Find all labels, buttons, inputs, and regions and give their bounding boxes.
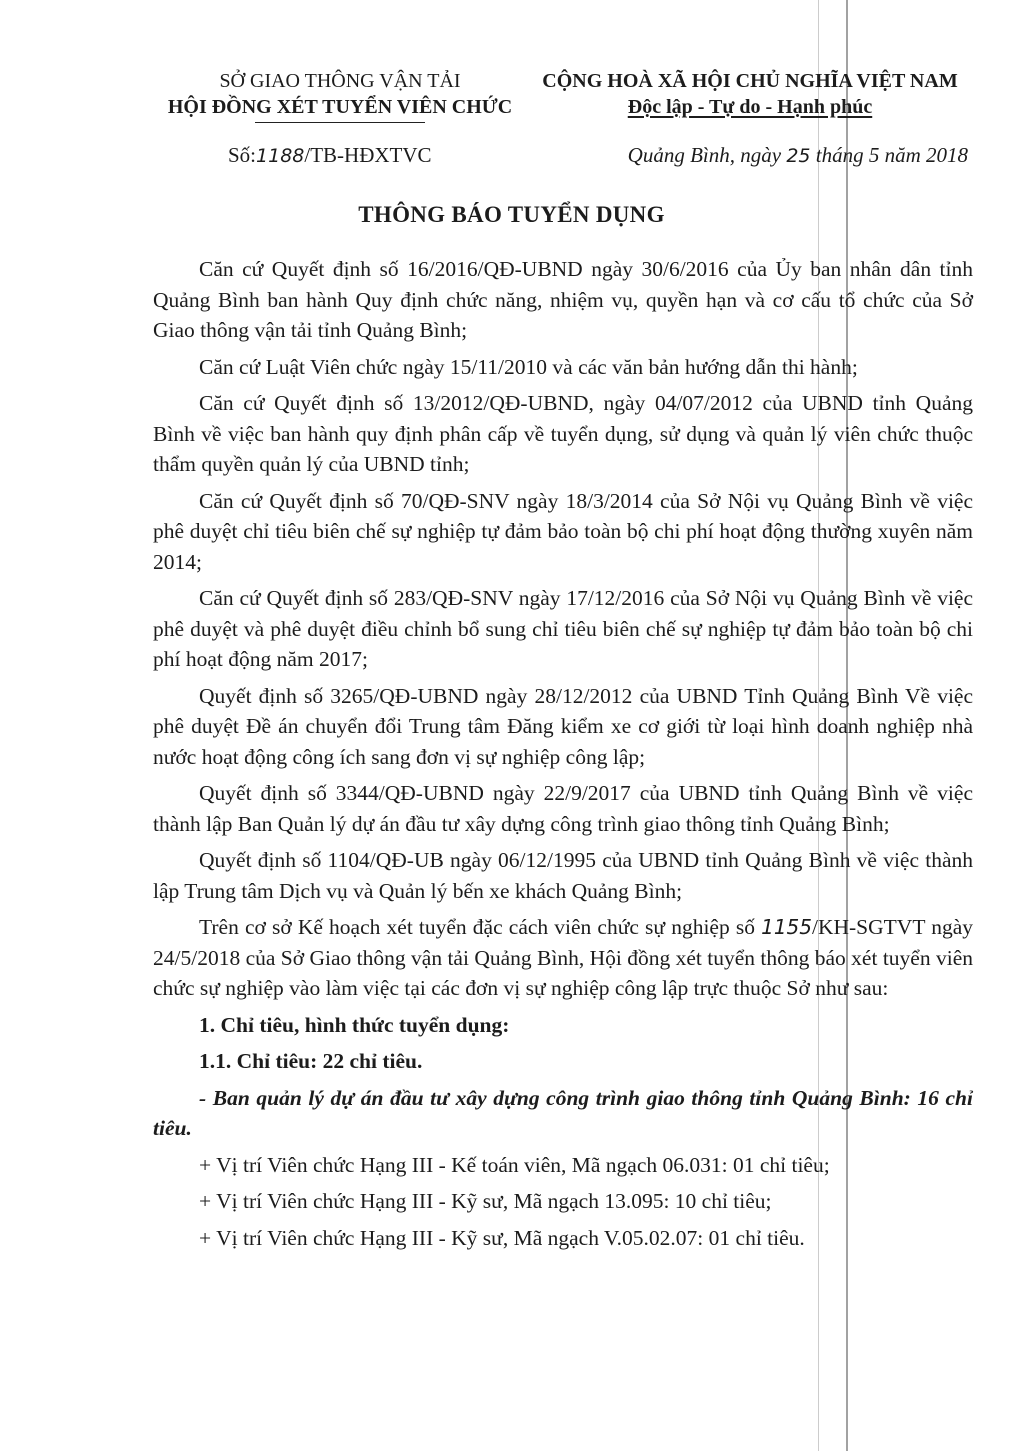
national-motto: Độc lập - Tự do - Hạnh phúc — [627, 96, 873, 118]
national-header — [520, 68, 980, 120]
place-date: Quảng Bình, ngày 25 tháng 5 năm 2018 — [627, 143, 968, 167]
national-name: CỘNG HOÀ XÃ HỘI CHỦ NGHĨA VIỆT NAM — [542, 70, 958, 92]
subsection-heading: 1.1. Chỉ tiêu: 22 chỉ tiêu. — [199, 1049, 423, 1073]
paragraph: Căn cứ Luật Viên chức ngày 15/11/2010 và các văn bản hướng dẫn thi hành; — [199, 354, 858, 379]
paragraph: Trên cơ sở Kế hoạch xét tuyển đặc cách viên chức sự nghiệp số 1155/KH-SGTVT ngày 24/5/2018 của Sở Giao thông vận tải Quảng Bình, Hội đồng xét tuyển thông báo xét tuyển viên chức sự nghiệp vào làm việc tại các đơn vị sự nghiệp công lập trực thuộc Sở như sau: — [153, 915, 973, 1000]
header-underline — [255, 122, 425, 123]
paragraph: Căn cứ Quyết định số 16/2016/QĐ-UBND ngày 30/6/2016 của Ủy ban nhân dân tỉnh Quảng Bình ban hành Quy định chức năng, nhiệm vụ, quyền hạn và cơ cấu tổ chức của Sở Giao thông vận tải tỉnh Quảng Bình; — [153, 257, 973, 342]
paragraph: Căn cứ Quyết định số 283/QĐ-SNV ngày 17/12/2016 của Sở Nội vụ Quảng Bình về việc phê duyệt và phê duyệt điều chỉnh bổ sung chỉ tiêu biên chế sự nghiệp tự đảm bảo toàn bộ chi phí hoạt động năm 2017; — [153, 586, 973, 671]
paragraph: Quyết định số 3265/QĐ-UBND ngày 28/12/2012 của UBND Tỉnh Quảng Bình Về việc phê duyệt Đề án chuyển đổi Trung tâm Đăng kiểm xe cơ giới từ loại hình doanh nghiệp nhà nước hoạt động công ích sang đơn vị sự nghiệp công lập; — [153, 683, 973, 769]
paragraph: Căn cứ Quyết định số 13/2012/QĐ-UBND, ngày 04/07/2012 của UBND tỉnh Quảng Bình về việc ban hành quy định phân cấp về tuyển dụng, sử dụng và quản lý viên chức thuộc thẩm quyền quản lý của UBND tỉnh; — [153, 391, 973, 476]
paragraph: Quyết định số 3344/QĐ-UBND ngày 22/9/2017 của UBND tỉnh Quảng Bình về việc thành lập Ban Quản lý dự án đầu tư xây dựng công trình giao thông tỉnh Quảng Bình; — [153, 781, 973, 836]
document-title: THÔNG BÁO TUYỂN DỤNG — [358, 202, 665, 227]
handwritten-day: 25 — [786, 145, 811, 167]
issuer-header — [140, 68, 540, 123]
issuer-council: HỘI ĐỒNG XÉT TUYỂN VIÊN CHỨC — [167, 96, 513, 118]
issuer-department: SỞ GIAO THÔNG VẬN TẢI — [219, 70, 461, 92]
paragraph: Quyết định số 1104/QĐ-UB ngày 06/12/1995 của UBND tỉnh Quảng Bình về việc thành lập Trung tâm Dịch vụ và Quản lý bến xe khách Quảng Bình; — [153, 848, 973, 903]
section-heading: 1. Chỉ tiêu, hình thức tuyển dụng: — [199, 1012, 510, 1037]
document-number: Số:1188/TB-HĐXTVC — [228, 143, 432, 167]
handwritten-number: 1188 — [256, 145, 305, 167]
position-item: + Vị trí Viên chức Hạng III - Kỹ sư, Mã ngạch V.05.02.07: 01 chỉ tiêu. — [199, 1225, 805, 1250]
paragraph: Căn cứ Quyết định số 70/QĐ-SNV ngày 18/3/2014 của Sở Nội vụ Quảng Bình về việc phê duyệt chỉ tiêu biên chế sự nghiệp tự đảm bảo toàn bộ chi phí hoạt động thường xuyên năm 2014; — [153, 488, 973, 574]
handwritten-plan-number: 1155 — [761, 915, 812, 939]
document-body — [153, 254, 973, 1259]
position-item: + Vị trí Viên chức Hạng III - Kỹ sư, Mã ngạch 13.095: 10 chỉ tiêu; — [199, 1189, 772, 1213]
unit-heading: - Ban quản lý dự án đầu tư xây dựng công trình giao thông tỉnh Quảng Bình: 16 chỉ tiêu. — [153, 1085, 973, 1140]
position-item: + Vị trí Viên chức Hạng III - Kế toán viên, Mã ngạch 06.031: 01 chỉ tiêu; — [199, 1152, 830, 1177]
